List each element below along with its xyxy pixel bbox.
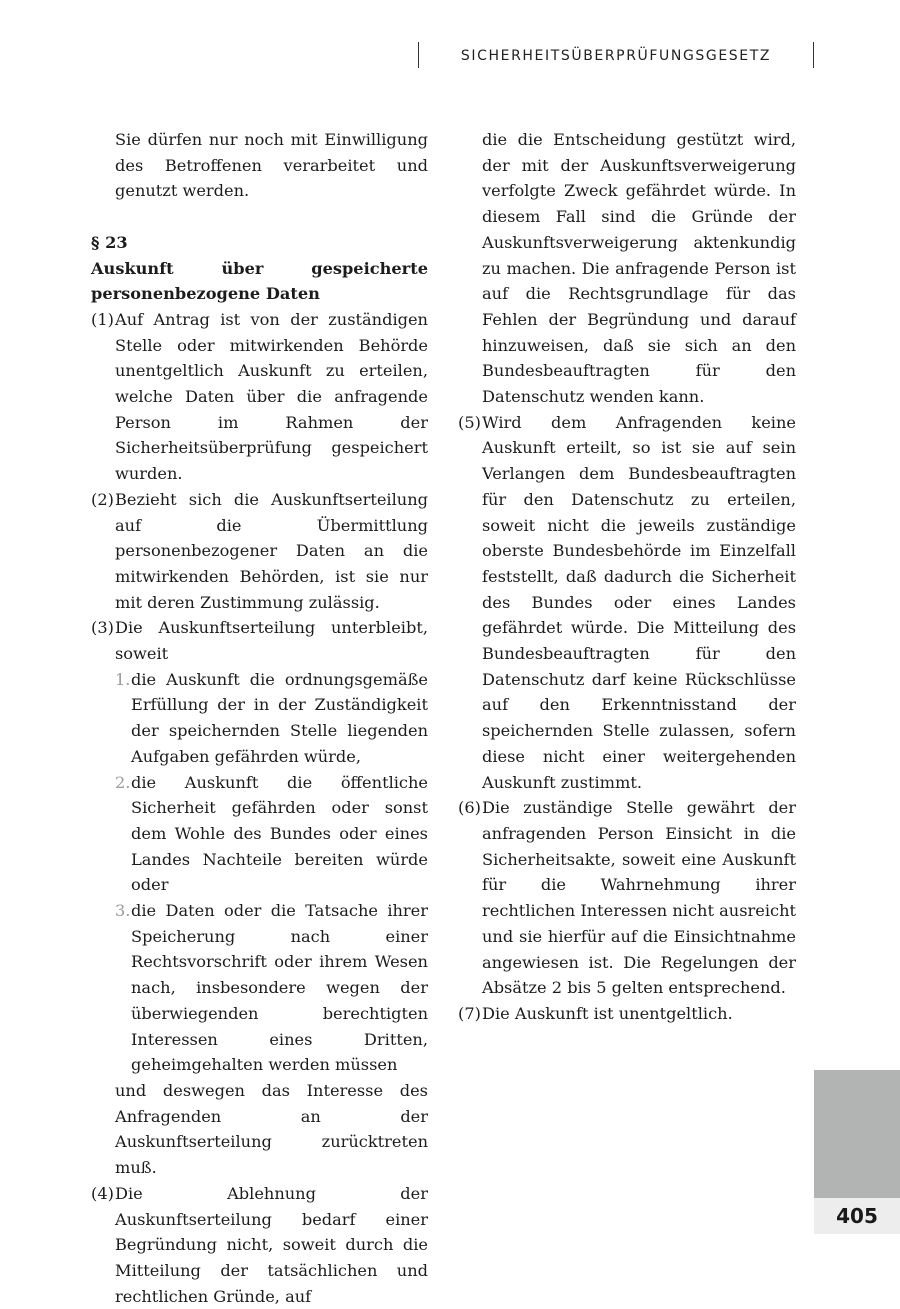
paragraph-1 bbox=[91, 307, 428, 487]
paragraph-text: Bezieht sich die Auskunftserteilung auf die Übermittlung personenbezogener Daten an die mitwirkenden Behörden, ist sie nur mit deren Zustimmung zulässig. bbox=[115, 489, 428, 612]
continuation-text: die die Entscheidung gestützt wird, der mit der Auskunftsverweigerung verfolgte Zweck gefährdet würde. In diesem Fall sind die Gründe der Auskunftsverweigerung aktenkundig zu machen. Die anfragende Person ist auf die Rechtsgrundlage für das Fehlen der Begründung und darauf hinzuweisen, daß sie sich an den Bundesbeauftragten für den Datenschutz wenden kann. bbox=[482, 130, 796, 407]
list-item bbox=[91, 667, 428, 770]
thumb-index-tab bbox=[814, 1070, 900, 1198]
paragraph-text: Die Auskunft ist unentgeltlich. bbox=[482, 1003, 733, 1023]
list-item bbox=[91, 898, 428, 1078]
paragraph-number: (7) bbox=[458, 1003, 481, 1023]
section-number: § 23 bbox=[91, 232, 128, 252]
list-item bbox=[91, 770, 428, 899]
section-spacer bbox=[91, 204, 428, 230]
paragraph-number: (4) bbox=[91, 1183, 114, 1203]
header-rule-right bbox=[813, 42, 814, 68]
page-number: 405 bbox=[814, 1198, 900, 1234]
paragraph-number: (3) bbox=[91, 618, 114, 638]
paragraph-number: (1) bbox=[91, 309, 114, 329]
list-item-text: die Auskunft die ordnungsgemäße Erfüllung der in der Zuständigkeit der speichernden Stelle liegenden Aufgaben gefährden würde, bbox=[131, 669, 428, 766]
paragraph-number: (6) bbox=[458, 798, 481, 818]
section-title: Auskunft über gespeicherte personenbezogene Daten bbox=[91, 258, 428, 304]
paragraph-number: (5) bbox=[458, 412, 481, 432]
paragraph-7 bbox=[458, 1001, 796, 1027]
paragraph-6 bbox=[458, 795, 796, 1001]
running-header-title: SICHERHEITSÜBERPRÜFUNGSGESETZ bbox=[460, 48, 772, 64]
paragraph-4 bbox=[91, 1181, 428, 1309]
paragraph-text: Die Auskunftserteilung unterbleibt, soweit bbox=[115, 618, 428, 664]
list-item-number: 2. bbox=[115, 772, 131, 792]
paragraph-number: (2) bbox=[91, 489, 114, 509]
paragraph-text: Die Ablehnung der Auskunftserteilung bedarf einer Begründung nicht, soweit durch die Mitteilung der tatsächlichen und rechtlichen Gründe, auf bbox=[115, 1183, 428, 1306]
paragraph-text: Auf Antrag ist von der zuständigen Stelle oder mitwirkenden Behörde unentgeltlich Auskunft zu erteilen, welche Daten über die anfragende Person im Rahmen der Sicherheitsüberprüfung gespeichert wurden. bbox=[115, 309, 428, 484]
list-item-text: die Daten oder die Tatsache ihrer Speicherung nach einer Rechtsvorschrift oder ihrem Wesen nach, insbesondere wegen der überwiegenden berechtigten Interessen eines Dritten, geheimgehalten werden müssen bbox=[131, 901, 428, 1075]
left-column bbox=[91, 127, 428, 1309]
list-item-number: 1. bbox=[115, 669, 131, 689]
continuation-text: Sie dürfen nur noch mit Einwilligung des Betroffenen verarbeitet und genutzt werden. bbox=[115, 130, 428, 201]
paragraph-3-closing: und deswegen das Interesse des Anfragenden an der Auskunftserteilung zurücktreten muß. bbox=[115, 1081, 428, 1178]
paragraph-text: Die zuständige Stelle gewährt der anfragenden Person Einsicht in die Sicherheitsakte, soweit eine Auskunft für die Wahrnehmung ihrer rechtlichen Interessen nicht ausreicht und sie hierfür auf die Einsichtnahme angewiesen ist. Die Regelungen der Absätze 2 bis 5 gelten entsprechend. bbox=[482, 798, 796, 998]
right-column bbox=[458, 127, 796, 1027]
list-item-number: 3. bbox=[115, 901, 131, 921]
list-item-text: die Auskunft die öffentliche Sicherheit gefährden oder sonst dem Wohle des Bundes oder eines Landes Nachteile bereiten würde oder bbox=[131, 772, 428, 895]
paragraph-2 bbox=[91, 487, 428, 616]
paragraph-3 bbox=[91, 615, 428, 666]
paragraph-5 bbox=[458, 410, 796, 796]
paragraph-text: Wird dem Anfragenden keine Auskunft erteilt, so ist sie auf sein Verlangen dem Bundesbeauftragten für den Datenschutz zu erteilen, soweit nicht die jeweils zuständige oberste Bundesbehörde im Einzelfall feststellt, daß dadurch die Sicherheit des Bundes oder eines Landes gefährdet würde. Die Mitteilung des Bundesbeauftragten für den Datenschutz darf keine Rückschlüsse auf den Erkenntnisstand der speichernden Stelle zulassen, sofern diese nicht einer weitergehenden Auskunft zustimmt. bbox=[482, 412, 796, 792]
